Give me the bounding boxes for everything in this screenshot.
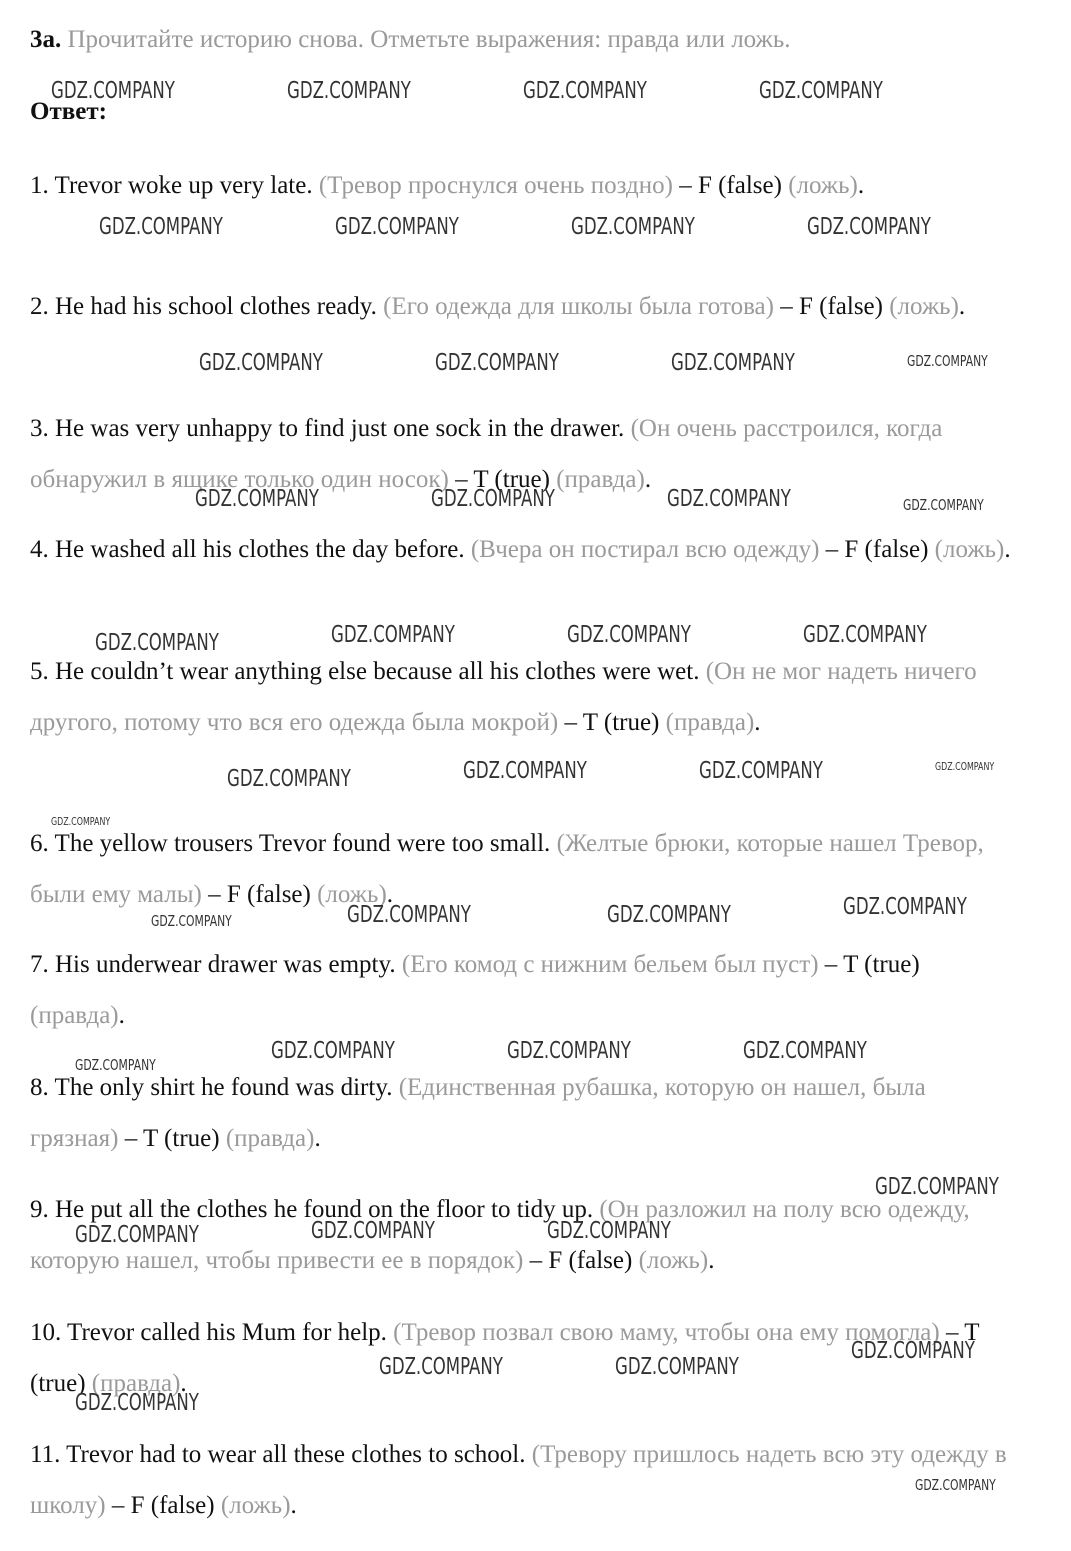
watermark: GDZ.COMPANY	[615, 1354, 739, 1380]
watermark: GDZ.COMPANY	[287, 78, 411, 104]
item-end: .	[754, 709, 761, 736]
translation: (Единственная рубашка, которую он нашел, была грязная)	[30, 1074, 926, 1152]
item-end: .	[1004, 536, 1011, 563]
statement: 2. He had his school clothes ready.	[30, 293, 377, 320]
watermark: GDZ.COMPANY	[759, 78, 883, 104]
watermark: GDZ.COMPANY	[51, 78, 175, 104]
translation: (Он не мог надеть ничего другого, потому что вся его одежда была мокрой)	[30, 658, 977, 736]
watermark: GDZ.COMPANY	[151, 912, 232, 930]
verdict-translation: (ложь)	[214, 1492, 291, 1519]
verdict: – F (false)	[105, 1492, 215, 1519]
item-end: .	[118, 1002, 125, 1029]
watermark: GDZ.COMPANY	[435, 350, 559, 376]
verdict-translation: (правда)	[659, 709, 755, 736]
watermark: GDZ.COMPANY	[699, 758, 823, 784]
verdict-translation: (ложь)	[928, 536, 1005, 563]
verdict: – T (true)	[118, 1125, 220, 1152]
answer-item-2	[30, 281, 1015, 332]
watermark: GDZ.COMPANY	[667, 486, 791, 512]
item-end: .	[386, 881, 394, 908]
translation: (Тревор позвал свою маму, чтобы она ему помогла)	[386, 1319, 940, 1346]
watermark: GDZ.COMPANY	[743, 1038, 867, 1064]
answer-item-8	[30, 1062, 1015, 1164]
item-end: .	[644, 466, 652, 493]
watermark: GDZ.COMPANY	[311, 1218, 435, 1244]
watermark: GDZ.COMPANY	[335, 214, 459, 240]
watermark: GDZ.COMPANY	[99, 214, 223, 240]
watermark: GDZ.COMPANY	[935, 760, 995, 773]
translation: (Его комод с нижним бельем был пуст)	[395, 951, 819, 978]
item-end: .	[314, 1125, 321, 1152]
task-text: Прочитайте историю снова. Отметьте выражения: правда или ложь.	[61, 26, 791, 53]
verdict: – T (true)	[448, 466, 550, 493]
watermark: GDZ.COMPANY	[75, 1222, 199, 1248]
task-number: 3a.	[30, 26, 62, 53]
answer-item-7	[30, 939, 1015, 1041]
statement: 4. He washed all his clothes the day before.	[30, 536, 465, 563]
statement: 7. His underwear drawer was empty.	[30, 951, 396, 978]
verdict: – F (false)	[819, 536, 929, 563]
watermark: GDZ.COMPANY	[75, 1056, 156, 1074]
item-end: .	[180, 1370, 187, 1397]
watermark: GDZ.COMPANY	[547, 1218, 671, 1244]
verdict-translation: (ложь)	[310, 881, 387, 908]
watermark: GDZ.COMPANY	[671, 350, 795, 376]
watermark: GDZ.COMPANY	[331, 622, 455, 648]
statement: 9. He put all the clothes he found on the floor to tidy up.	[30, 1196, 594, 1223]
translation: (Желтые брюки, которые нашел Тревор, были ему малы)	[30, 830, 984, 908]
watermark: GDZ.COMPANY	[803, 622, 927, 648]
watermark: GDZ.COMPANY	[507, 1038, 631, 1064]
verdict: – F (false)	[201, 881, 311, 908]
watermark: GDZ.COMPANY	[95, 630, 219, 656]
watermark: GDZ.COMPANY	[843, 894, 967, 920]
verdict: – F (false)	[672, 172, 782, 199]
task-heading	[30, 26, 790, 54]
translation: (Он очень расстроился, когда обнаружил в ящике только один носок)	[30, 415, 943, 493]
watermark: GDZ.COMPANY	[195, 486, 319, 512]
statement: 10. Trevor called his Mum for help.	[30, 1319, 387, 1346]
watermark: GDZ.COMPANY	[227, 766, 351, 792]
answer-item-4	[30, 524, 1015, 575]
answer-item-11	[30, 1429, 1015, 1531]
watermark: GDZ.COMPANY	[567, 622, 691, 648]
verdict-translation: (правда)	[85, 1370, 181, 1397]
verdict-translation: (правда)	[30, 1002, 119, 1029]
watermark: GDZ.COMPANY	[51, 815, 111, 828]
item-end: .	[290, 1492, 297, 1519]
watermark: GDZ.COMPANY	[915, 1476, 996, 1494]
verdict-translation: (ложь)	[781, 172, 858, 199]
verdict: – T (true)	[818, 951, 920, 978]
watermark: GDZ.COMPANY	[379, 1354, 503, 1380]
watermark: GDZ.COMPANY	[875, 1174, 999, 1200]
verdict-translation: (ложь)	[882, 293, 959, 320]
verdict-translation: (правда)	[549, 466, 645, 493]
translation: (Его одежда для школы была готова)	[376, 293, 774, 320]
translation: (Вчера он постирал всю одежду)	[464, 536, 820, 563]
watermark: GDZ.COMPANY	[347, 902, 471, 928]
watermark: GDZ.COMPANY	[75, 1390, 199, 1416]
answer-item-5	[30, 646, 1015, 748]
watermark: GDZ.COMPANY	[431, 486, 555, 512]
watermark: GDZ.COMPANY	[607, 902, 731, 928]
translation: (Тревор проснулся очень поздно)	[312, 172, 673, 199]
statement: 3. He was very unhappy to find just one sock in the drawer.	[30, 415, 625, 442]
watermark: GDZ.COMPANY	[199, 350, 323, 376]
item-end: .	[857, 172, 865, 199]
verdict: – F (false)	[773, 293, 883, 320]
translation: (Он разложил на полу всю одежду, которую нашел, чтобы привести ее в порядок)	[30, 1196, 970, 1274]
verdict-translation: (ложь)	[632, 1247, 709, 1274]
statement: 11. Trevor had to wear all these clothes to school.	[30, 1441, 526, 1468]
watermark: GDZ.COMPANY	[851, 1338, 975, 1364]
watermark: GDZ.COMPANY	[807, 214, 931, 240]
item-end: .	[708, 1247, 715, 1274]
statement: 6. The yellow trousers Trevor found were too small.	[30, 830, 551, 857]
answer-item-1	[30, 160, 1015, 211]
watermark: GDZ.COMPANY	[571, 214, 695, 240]
watermark: GDZ.COMPANY	[903, 496, 984, 514]
item-end: .	[958, 293, 966, 320]
statement: 1. Trevor woke up very late.	[30, 172, 313, 199]
watermark: GDZ.COMPANY	[907, 352, 988, 370]
verdict-translation: (правда)	[219, 1125, 315, 1152]
watermark: GDZ.COMPANY	[463, 758, 587, 784]
watermark: GDZ.COMPANY	[271, 1038, 395, 1064]
answer-label: Ответ:	[30, 98, 107, 125]
statement: 5. He couldn’t wear anything else because all his clothes were wet.	[30, 658, 700, 685]
verdict: – F (false)	[523, 1247, 633, 1274]
verdict: – T (true)	[30, 1319, 980, 1397]
translation: (Тревору пришлось надеть всю эту одежду в школу)	[30, 1441, 1007, 1519]
watermark: GDZ.COMPANY	[523, 78, 647, 104]
statement: 8. The only shirt he found was dirty.	[30, 1074, 393, 1101]
verdict: – T (true)	[558, 709, 660, 736]
